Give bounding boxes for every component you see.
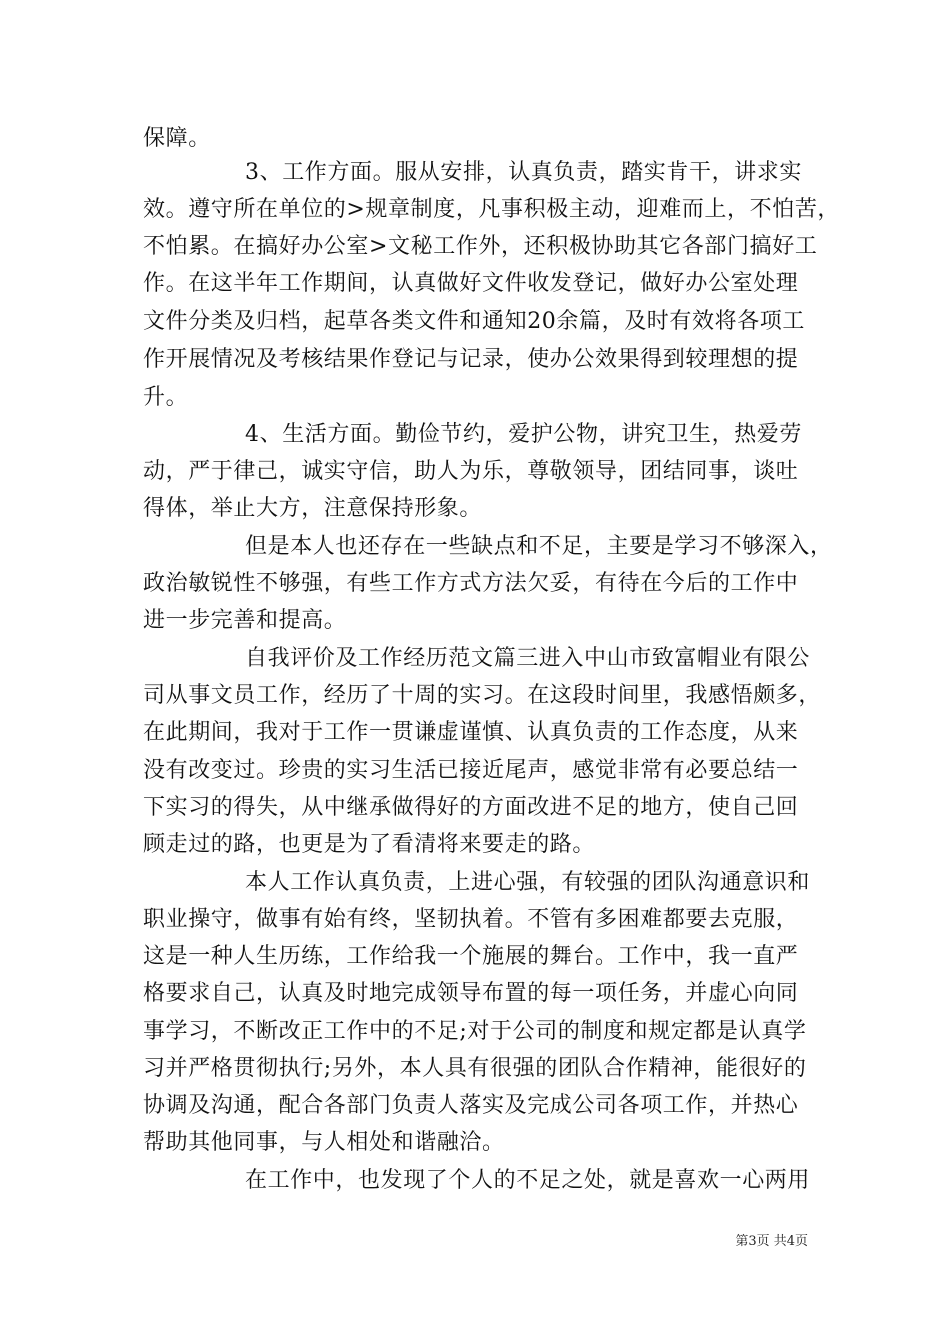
text-line: 文件分类及归档，起草各类文件和通知20余篇，及时有效将各项工 xyxy=(143,309,805,334)
text-line: 动，严于律己，诚实守信，助人为乐，尊敬领导，团结同事，谈吐 xyxy=(143,459,799,484)
text-line: 升。 xyxy=(143,385,189,410)
text-line: 效。遵守所在单位的>规章制度，凡事积极主动，迎难而上，不怕苦， xyxy=(143,197,841,222)
text-line: 作开展情况及考核结果作登记与记录，使办公效果得到较理想的提 xyxy=(143,347,799,372)
text-line: 习并严格贯彻执行;另外，本人具有很强的团队合作精神，能很好的 xyxy=(143,1056,807,1081)
text-line: 4、生活方面。勤俭节约，爱护公物，讲究卫生，热爱劳 xyxy=(245,422,802,447)
text-line: 在此期间，我对于工作一贯谦虚谨慎、认真负责的工作态度，从来 xyxy=(143,720,799,745)
page-number-footer: 第3页 共4页 xyxy=(735,1234,808,1249)
text-line: 但是本人也还存在一些缺点和不足，主要是学习不够深入， xyxy=(245,534,833,559)
text-line: 格要求自己，认真及时地完成领导布置的每一项任务，并虚心向同 xyxy=(143,981,799,1006)
text-line: 政治敏锐性不够强，有些工作方式方法欠妥，有待在今后的工作中 xyxy=(143,571,799,596)
text-line: 职业操守，做事有始有终，坚韧执着。不管有多困难都要去克服， xyxy=(143,907,799,932)
text-line: 这是一种人生历练，工作给我一个施展的舞台。工作中，我一直严 xyxy=(143,944,799,969)
text-line: 3、工作方面。服从安排，认真负责，踏实肯干，讲求实 xyxy=(245,160,802,185)
text-line: 下实习的得失，从中继承做得好的方面改进不足的地方，使自己回 xyxy=(143,795,799,820)
text-line: 自我评价及工作经历范文篇三进入中山市致富帽业有限公 xyxy=(245,646,811,671)
text-line: 本人工作认真负责，上进心强，有较强的团队沟通意识和 xyxy=(245,870,811,895)
text-line: 得体，举止大方，注意保持形象。 xyxy=(143,496,483,521)
text-line: 在工作中，也发现了个人的不足之处，就是喜欢一心两用 xyxy=(245,1168,811,1193)
text-line: 不怕累。在搞好办公室>文秘工作外，还积极协助其它各部门搞好工 xyxy=(143,234,818,259)
text-line: 司从事文员工作，经历了十周的实习。在这段时间里，我感悟颇多， xyxy=(143,683,822,708)
text-line: 没有改变过。珍贵的实习生活已接近尾声，感觉非常有必要总结一 xyxy=(143,758,799,783)
text-line: 进一步完善和提高。 xyxy=(143,608,347,633)
text-line: 事学习，不断改正工作中的不足;对于公司的制度和规定都是认真学 xyxy=(143,1019,807,1044)
text-line: 作。在这半年工作期间，认真做好文件收发登记，做好办公室处理 xyxy=(143,271,799,296)
text-line: 协调及沟通，配合各部门负责人落实及完成公司各项工作，并热心 xyxy=(143,1093,799,1118)
text-line: 帮助其他同事，与人相处和谐融洽。 xyxy=(143,1130,505,1155)
text-line: 保障。 xyxy=(143,126,211,151)
text-line: 顾走过的路，也更是为了看清将来要走的路。 xyxy=(143,832,596,857)
